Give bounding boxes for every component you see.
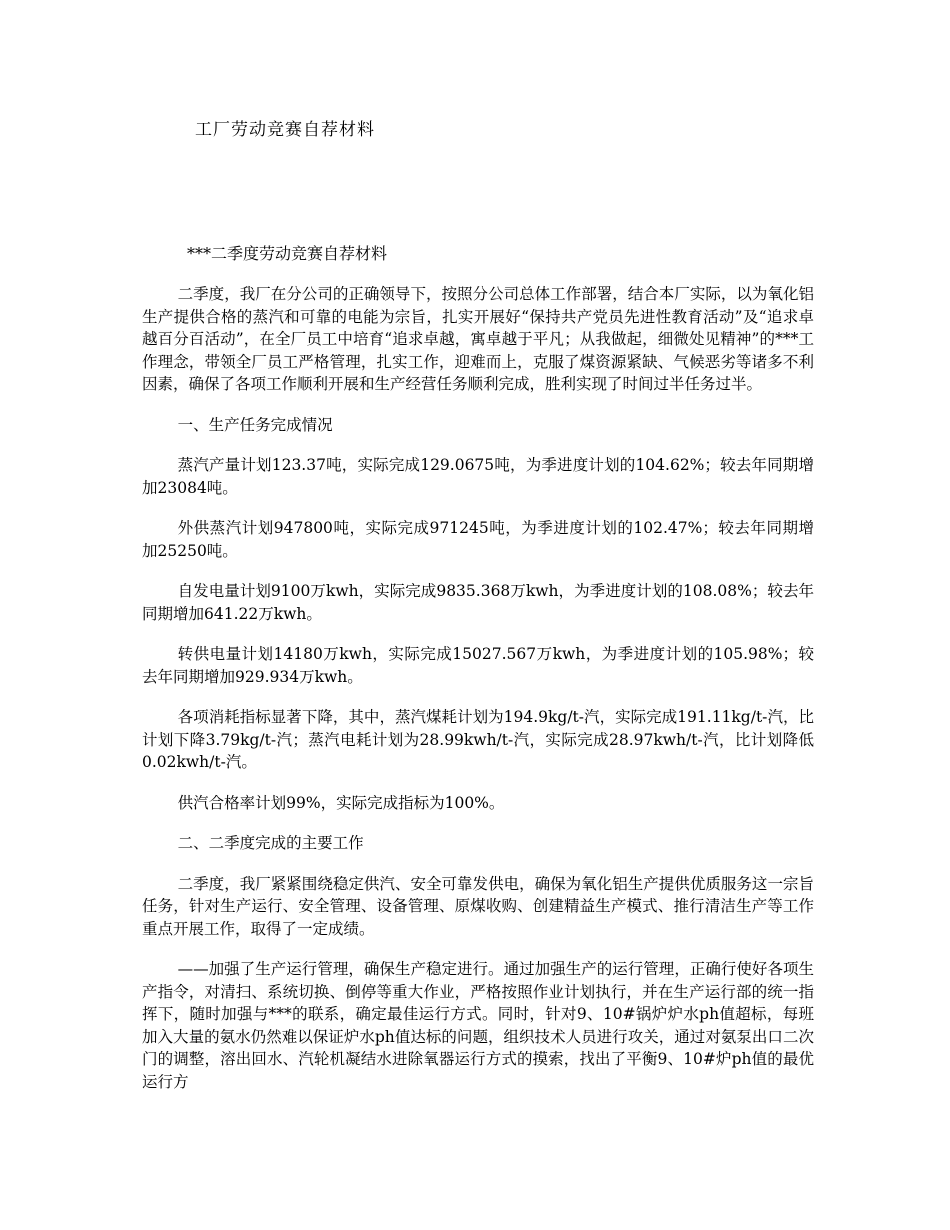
document-title: 工厂劳动竞赛自荐材料 [195, 120, 375, 140]
section-heading-main-work: 二、二季度完成的主要工作 [177, 834, 364, 852]
steam-output-paragraph: 蒸汽产量计划123.37吨，实际完成129.0675吨，为季进度计划的104.62%；较去年同期增加23084吨。 [142, 456, 814, 497]
qualification-rate-paragraph: 供汽合格率计划99%，实际完成指标为100%。 [177, 793, 505, 812]
document-subtitle: ***二季度劳动竞赛自荐材料 [187, 244, 388, 263]
section-heading-production: 一、生产任务完成情况 [177, 415, 333, 434]
document-body [142, 283, 814, 1111]
consumption-paragraph: 各项消耗指标显著下降，其中，蒸汽煤耗计划为194.9kg/t-汽，实际完成191.11kg/t-汽，比计划下降3.79kg/t-汽；蒸汽电耗计划为28.99kwh/t-汽，实际完成28.97kwh/t-汽，比计划降低0.02kwh/t-汽。 [142, 708, 814, 771]
transfer-power-paragraph: 转供电量计划14180万kwh，实际完成15027.567万kwh，为季进度计划的105.98%；较去年同期增加929.934万kwh。 [142, 645, 814, 686]
self-generation-paragraph: 自发电量计划9100万kwh，实际完成9835.368万kwh，为季进度计划的108.08%；较去年同期增加641.22万kwh。 [142, 582, 814, 623]
external-steam-paragraph: 外供蒸汽计划947800吨，实际完成971245吨，为季进度计划的102.47%；较去年同期增加25250吨。 [142, 519, 814, 560]
operation-management-paragraph: ——加强了生产运行管理，确保生产稳定进行。通过加强生产的运行管理，正确行使好各项生产指令，对清扫、系统切换、倒停等重大作业，严格按照作业计划执行，并在生产运行部的统一指挥下，随时加强与***的联系，确定最佳运行方式。同时，针对9、10#锅炉炉水ph值超标，每班加入大量的氨水仍然难以保证炉水ph值达标的问题，组织技术人员进行攻关，通过对氨泵出口二次门的调整，溶出回水、汽轮机凝结水进除氧器运行方式的摸索，找出了平衡9、10#炉ph值的最优运行方 [142, 960, 814, 1091]
main-work-paragraph: 二季度，我厂紧紧围绕稳定供汽、安全可靠发供电，确保为氧化铝生产提供优质服务这一宗旨任务，针对生产运行、安全管理、设备管理、原煤收购、创建精益生产模式、推行清洁生产等工作重点开展工作，取得了一定成绩。 [142, 874, 814, 938]
intro-paragraph: 二季度，我厂在分公司的正确领导下，按照分公司总体工作部署，结合本厂实际，以为氧化铝生产提供合格的蒸汽和可靠的电能为宗旨，扎实开展好“保持共产党员先进性教育活动”及“追求卓越百分百活动”，在全厂员工中培育“追求卓越，寓卓越于平凡；从我做起，细微处见精神”的***工作理念，带领全厂员工严格管理，扎实工作，迎难而上，克服了煤资源紧缺、气候恶劣等诸多不利因素，确保了各项工作顺利开展和生产经营任务顺利完成，胜利实现了时间过半任务过半。 [142, 285, 814, 393]
